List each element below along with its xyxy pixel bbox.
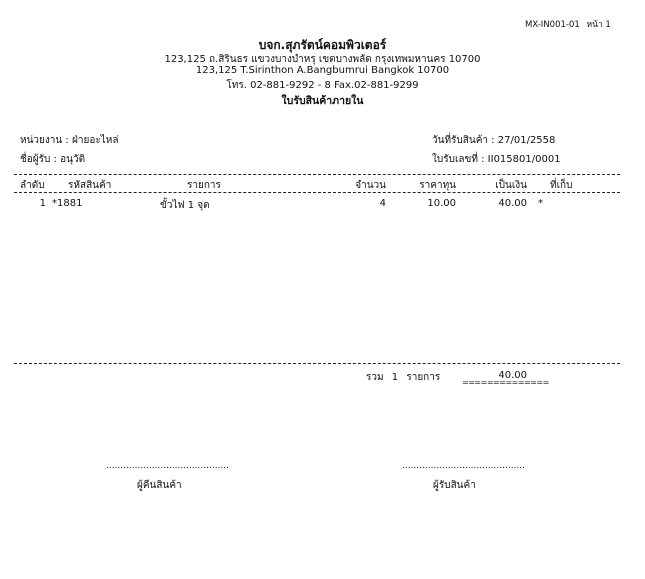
col-header-cost: ราคาทุน	[419, 180, 456, 191]
company-name: บจก.สุภรัตน์คอมพิวเตอร์	[258, 38, 387, 52]
receive-date	[432, 133, 555, 148]
total-label: รวม	[366, 372, 384, 383]
receiver	[20, 152, 85, 167]
signature-line-receiver: ...........................................	[402, 461, 526, 471]
total-summary	[366, 370, 440, 385]
table-bottom-rule	[14, 363, 620, 364]
company-address-th: 123,125 ถ.สิรินธร แขวงบางบำหรุ เขตบางพลัด กรุงเทพมหานคร 10700	[164, 54, 481, 65]
col-header-qty: จำนวน	[355, 180, 386, 191]
page-number: หน้า 1	[586, 20, 611, 30]
doc-code: MX-IN001-01	[525, 20, 580, 30]
signature-line-returner: ...........................................	[106, 461, 230, 471]
receipt-number	[432, 152, 561, 167]
receiver-value: อนุวัติ	[60, 154, 86, 165]
table-header-rule	[14, 192, 620, 193]
department-label: หน่วยงาน :	[20, 135, 69, 146]
col-header-seq: ลำดับ	[20, 180, 45, 191]
total-items-label: รายการ	[406, 372, 441, 383]
department-value: ฝ่ายอะไหล่	[71, 135, 119, 146]
receipt-number-value: II015801/0001	[487, 154, 561, 165]
department	[20, 133, 118, 148]
total-count: 1	[391, 372, 399, 383]
cell-qty: 4	[379, 198, 386, 209]
cell-amount: 40.00	[498, 198, 527, 209]
document-title: ใบรับสินค้าภายใน	[281, 95, 364, 107]
total-double-underline: ==============	[462, 378, 549, 387]
cell-item: ขั้วไฟ 1 จุด	[160, 200, 210, 211]
cell-code: *1881	[52, 198, 83, 209]
receiver-label: ชื่อผู้รับ :	[20, 154, 57, 165]
col-header-location: ที่เก็บ	[550, 180, 573, 191]
table-top-rule	[14, 174, 620, 175]
cell-cost: 10.00	[427, 198, 456, 209]
company-phone: โทร. 02-881-9292 - 8 Fax.02-881-9299	[226, 80, 419, 91]
company-address-en: 123,125 T.Sirinthon A.Bangbumrui Bangkok 10700	[195, 65, 450, 76]
total-amount: 40.00	[498, 370, 527, 381]
cell-location: *	[538, 198, 543, 209]
receive-date-label: วันที่รับสินค้า :	[432, 135, 495, 146]
document-code	[525, 17, 611, 31]
signature-label-returner: ผู้คืนสินค้า	[137, 480, 182, 491]
cell-seq: 1	[39, 198, 46, 209]
signature-label-receiver: ผู้รับสินค้า	[433, 480, 476, 491]
receipt-number-label: ใบรับเลขที่ :	[432, 154, 485, 165]
col-header-code: รหัสสินค้า	[68, 180, 112, 191]
receive-date-value: 27/01/2558	[497, 135, 556, 146]
col-header-amount: เป็นเงิน	[495, 180, 527, 191]
col-header-item: รายการ	[187, 180, 221, 191]
